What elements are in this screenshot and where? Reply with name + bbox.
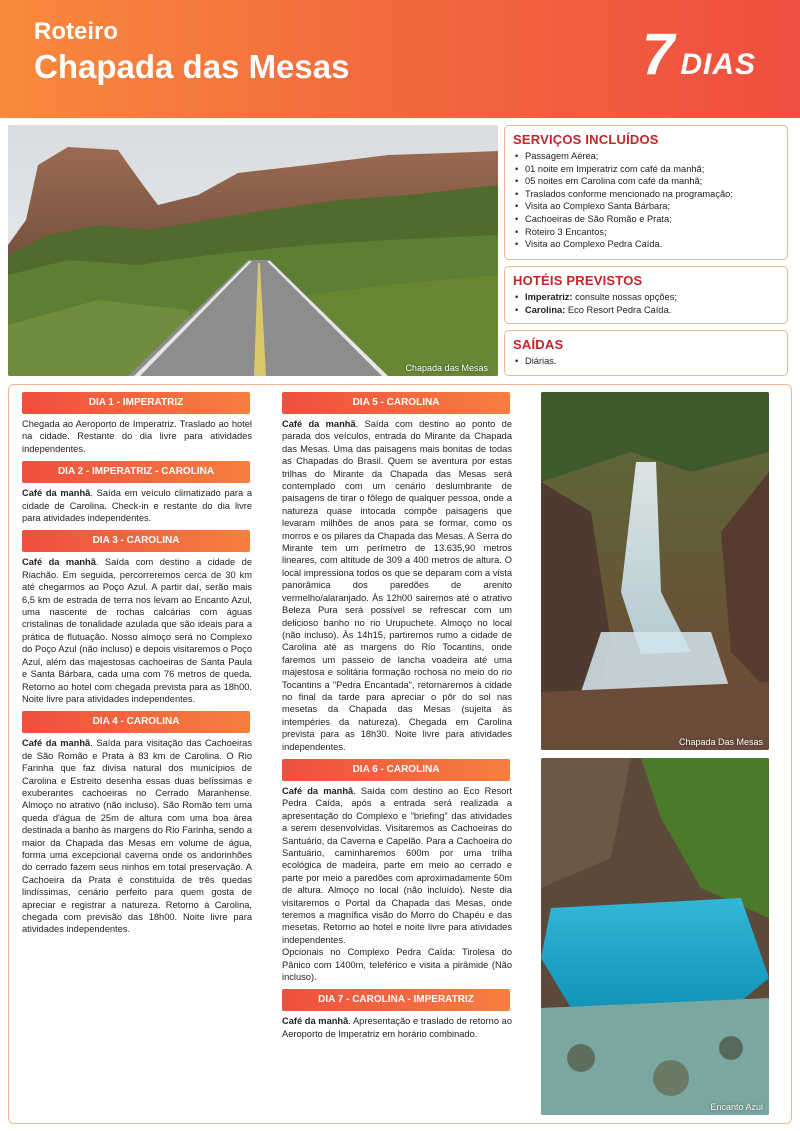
waterfall-illustration (541, 392, 769, 750)
services-list (513, 150, 779, 251)
breakfast-label: Café da manhã (282, 1016, 349, 1027)
day-2-header: DIA 2 - IMPERATRIZ - CAROLINA (22, 461, 250, 483)
day-7-header: DIA 7 - CAROLINA - IMPERATRIZ (282, 989, 510, 1011)
day-6-header: DIA 6 - CAROLINA (282, 759, 510, 781)
breakfast-label: Café da manhã (22, 488, 91, 499)
itinerary-middle-column (282, 392, 512, 1046)
list-item (513, 291, 779, 304)
page-title: Chapada das Mesas (34, 48, 350, 85)
days-label: DIAS (680, 48, 756, 81)
services-box (504, 125, 788, 260)
list-item: • Cachoeiras de São Romão e Prata; (513, 213, 779, 226)
hero-caption: Chapada das Mesas (405, 363, 488, 373)
departures-list (513, 355, 779, 368)
hotels-title: HOTÉIS PREVISTOS (513, 273, 643, 288)
hotel-name: consulte nossas opções; (572, 292, 677, 302)
hotel-city: Carolina: (525, 304, 566, 315)
days-number: 7 (642, 22, 675, 87)
road-landscape-illustration (8, 125, 498, 376)
lagoon-caption: Encanto Azul (710, 1102, 763, 1112)
day-2-text: Café da manhã. Saída em veículo climatizado para a cidade de Carolina. Check-in e restante do dia livre para atividades independentes. (22, 488, 252, 524)
itinerary-label: Roteiro (34, 18, 118, 45)
list-item: • Passagem Aérea; (513, 150, 779, 163)
waterfall-caption: Chapada Das Mesas (678, 737, 763, 747)
departures-title: SAÍDAS (513, 337, 564, 352)
duration-badge (642, 22, 756, 87)
list-item: • 01 noite em Imperatriz com café da manhã; (513, 163, 779, 176)
day-5-text: Café da manhã. Saída com destino ao ponto de parada dos veículos, entrada do Mirante da Chapada das Mesas. Uma das paisagens mais bonitas de todas as Chapadas do Brasil. Quem se aventura por estas trilhas do Mirante da Chapada das Mesas será contemplado com um cenário deslumbrante de paisagens de tirar o fôlego de qualquer pessoa, onde a natureza quase intocada compõe paisagens que levaram milhões de anos para se formar, como os morros e os pilares da Chapada das Mesas. A Serra do Mirante tem um perímetro de 13.635,90 metros lineares, com altitude de 309 a 400 metros de altura. O local impressiona todos os que se deparam com a vista panorâmica dos paredões de arenito vermelho/alaranjado. Às 12h00 sairemos até o atrativo Beleza Pura será possível se refrescar com um delicioso banho no rio Urupuchete. Almoço no local (não incluso). Às 14h15, partiremos rumo a cidade de Carolina até as margens do Rio Tocantins, onde faremos um passeio de lancha voadeira até uma majestosa e solitária formação rochosa no meio do rio Tocantins a "Pedra Encantada", retornaremos à cidade no final da tarde para apreciar o pôr do sol nas mesetas da Chapada das Mesas (sujeita às intempéries da natureza). Chegada em Carolina prevista para as 18h30. Noite livre para atividades independentes. (282, 419, 512, 752)
breakfast-label: Café da manhã (282, 419, 356, 429)
list-item: • 05 noites em Carolina com café da manhã; (513, 175, 779, 188)
hotels-box (504, 266, 788, 324)
breakfast-label: Café da manhã (282, 785, 354, 796)
day-1-header: DIA 1 - IMPERATRIZ (22, 392, 250, 414)
day-1-text: Chegada ao Aeroporto de Imperatriz. Traslado ao hotel na cidade. Restante do dia livre para atividades independentes. (22, 419, 252, 454)
header-banner (0, 0, 800, 118)
departures-box (504, 330, 788, 376)
list-item: • Traslados conforme mencionado na programação; (513, 188, 779, 201)
day-6-optional-text: Opcionais no Complexo Pedra Caída: Tirolesa do Pânico com 1400m, teleférico e visita a pirâmide (Não incluso). (282, 947, 512, 983)
list-item (513, 304, 779, 317)
day-4-header: DIA 4 - CAROLINA (22, 711, 250, 733)
list-item: • Roteiro 3 Encantos; (513, 226, 779, 239)
itinerary-left-column (22, 392, 252, 942)
day-3-header: DIA 3 - CAROLINA (22, 530, 250, 552)
breakfast-label: Café da manhã (22, 738, 91, 749)
breakfast-label: Café da manhã (22, 557, 96, 568)
lagoon-photo (541, 758, 769, 1115)
hotel-name: Eco Resort Pedra Caída. (565, 304, 672, 315)
day-5-header: DIA 5 - CAROLINA (282, 392, 510, 414)
list-item: • Visita ao Complexo Pedra Caída. (513, 238, 779, 251)
hero-photo (8, 125, 498, 376)
lagoon-illustration (541, 758, 769, 1115)
hotels-list (513, 291, 779, 316)
waterfall-photo (541, 392, 769, 750)
list-item: • Diárias. (513, 355, 779, 368)
day-7-text: Café da manhã. Apresentação e traslado de retorno ao Aeroporto de Imperatriz em horário combinado. (282, 1016, 512, 1039)
day-6-text: Café da manhã. Saída com destino ao Eco Resort Pedra Caída, após a entrada será realizada a apresentação do Complexo e "briefing" das atividades a serem desenvolvidas. Visitaremos as Cachoeiras do Santuário, da Caverna e Capelão. Para a Cachoeira do Santuário, caminharemos 600m por uma trilha ecológica de madeira, parte em meio ao cerrado e parte por meio a paredões com aproximadamente 50m de altura. Almoço no local (não incluído). Neste dia visitaremos o Portal da Chapada das Mesas, onde teremos a magnífica visão do Morro do Chapéu e das mesetas. Retorno ao hotel e noite livre para atividades independentes. (282, 785, 512, 945)
day-4-text: Café da manhã. Saída para visitação das Cachoeiras de São Romão e Prata à 83 km de Carolina. O Rio Farinha que faz divisa natural dos municípios de Carolina e Estreito desenha essas duas belíssimas e exuberantes cachoeiras no Cerrado Maranhense. Almoço no atrativo (não incluso). São Romão tem uma queda d'água de 25m de altura com uma boa área destinada a banho às margens do Rio Farinha, sendo a maior da Chapada das Mesas em volume de água, forma uma excepcional caverna onde os andorinhões do cerrado fazem seus ninhos em total preservação. A Cachoeira da Prata é constituída de três quedas lindíssimas, cenário perfeito para quem gosta de apreciar e registrar a natureza. Retorno à Carolina, chegada com previsão das 18h00. Noite livre para atividades independentes. (22, 738, 252, 935)
day-3-text: Café da manhã. Saída com destino a cidade de Riachão. Em seguida, percorreremos cerca de 30 km até chegarmos ao Poço Azul. A partir daí, serão mais 6,5 km de estrada de terra nos levam ao Encanto Azul, uma nascente de rochas calcárias com águas cristalinas de tonalidade azulada que são ideais para a prática de flutuação. Nosso almoço será no Complexo do Poço Azul (não incluso) e depois visitaremos o Poço Azul, além das majestosas cachoeiras de Santa Paula e Santa Bárbara, cada uma com 76 metros de queda. Retorno ao hotel com chegada prevista para as 18h00. Noite livre para atividades independentes. (22, 557, 252, 704)
services-title: SERVIÇOS INCLUÍDOS (513, 132, 659, 147)
list-item: • Visita ao Complexo Santa Bárbara; (513, 200, 779, 213)
hotel-city: Imperatriz: (525, 292, 573, 302)
